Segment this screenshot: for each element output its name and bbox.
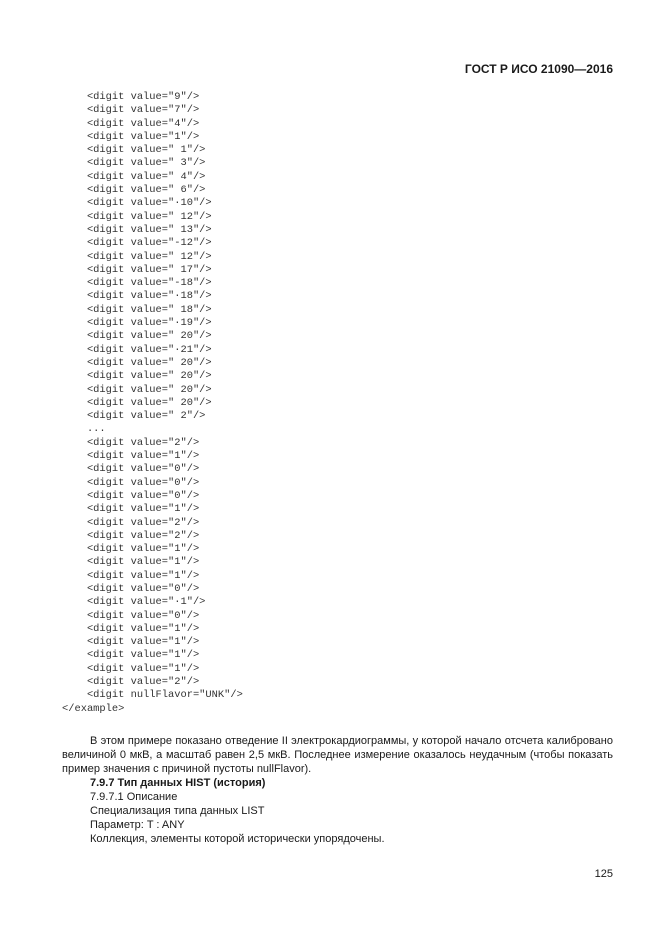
code-line: <digit value="0"/> bbox=[62, 609, 200, 622]
code-line: <digit value="-18"/> bbox=[62, 277, 212, 290]
code-line: <digit value="·10"/> bbox=[62, 197, 212, 210]
code-line: <digit value="·21"/> bbox=[62, 343, 212, 356]
code-line: <digit value=" 20"/> bbox=[62, 356, 212, 369]
code-line: <digit value="1"/> bbox=[62, 556, 200, 569]
parameter-line: Параметр: T : ANY bbox=[90, 819, 185, 831]
code-line: <digit value="0"/> bbox=[62, 463, 200, 476]
code-line: <digit value=" 18"/> bbox=[62, 303, 212, 316]
code-line: <digit value="0"/> bbox=[62, 582, 200, 595]
collection-line: Коллекция, элементы которой исторически упорядочены. bbox=[90, 833, 385, 845]
code-line: <digit value=" 2"/> bbox=[62, 410, 206, 423]
document-header: ГОСТ Р ИСО 21090—2016 bbox=[464, 62, 613, 76]
code-line: <digit value=" 20"/> bbox=[62, 330, 212, 343]
code-line: <digit value="1"/> bbox=[62, 130, 200, 143]
code-line: <digit value=" 6"/> bbox=[62, 184, 206, 197]
code-line: <digit value=" 12"/> bbox=[62, 210, 212, 223]
code-line: <digit nullFlavor="UNK"/> bbox=[62, 689, 243, 702]
code-line: <digit value="1"/> bbox=[62, 636, 200, 649]
specialization-line: Специализация типа данных LIST bbox=[90, 805, 265, 817]
code-line: <digit value=" 20"/> bbox=[62, 396, 212, 409]
code-example bbox=[62, 91, 243, 716]
code-line: <digit value="2"/> bbox=[62, 516, 200, 529]
code-line: <digit value="0"/> bbox=[62, 476, 200, 489]
code-line: <digit value="1"/> bbox=[62, 450, 200, 463]
code-line: <digit value="·19"/> bbox=[62, 317, 212, 330]
code-line: <digit value="1"/> bbox=[62, 662, 200, 675]
code-line: <digit value="·1"/> bbox=[62, 596, 206, 609]
code-line: <digit value=" 4"/> bbox=[62, 170, 206, 183]
code-line: <digit value=" 20"/> bbox=[62, 370, 212, 383]
section-heading: 7.9.7 Тип данных HIST (история) bbox=[90, 777, 266, 789]
code-line: <digit value=" 1"/> bbox=[62, 144, 206, 157]
code-line: <digit value=" 12"/> bbox=[62, 250, 212, 263]
code-line: <digit value="1"/> bbox=[62, 649, 200, 662]
subsection-heading: 7.9.7.1 Описание bbox=[90, 791, 178, 803]
body-text bbox=[62, 734, 613, 846]
code-line: <digit value=" 3"/> bbox=[62, 157, 206, 170]
code-line: <digit value="2"/> bbox=[62, 436, 200, 449]
code-line: <digit value=" 20"/> bbox=[62, 383, 212, 396]
code-line: <digit value="·18"/> bbox=[62, 290, 212, 303]
code-line: <digit value="2"/> bbox=[62, 676, 200, 689]
code-line: <digit value="0"/> bbox=[62, 489, 200, 502]
page-number: 125 bbox=[594, 868, 613, 880]
code-line: <digit value="1"/> bbox=[62, 543, 200, 556]
code-line: <digit value="7"/> bbox=[62, 104, 200, 117]
code-line: <digit value="1"/> bbox=[62, 503, 200, 516]
code-line: <digit value="1"/> bbox=[62, 622, 200, 635]
code-line: <digit value="-12"/> bbox=[62, 237, 212, 250]
code-line: <digit value="9"/> bbox=[62, 91, 200, 103]
code-line: <digit value=" 13"/> bbox=[62, 223, 212, 236]
example-description: В этом примере показано отведение II электрокардиограммы, у которой начало отсчета калибровано величиной 0 мкВ, а масштаб равен 2,5 мкВ. Последнее измерение оказалось неудачным (чтобы показать пример значения с причиной пустоты nullFlavor). bbox=[62, 735, 613, 775]
code-line: </example> bbox=[62, 702, 125, 715]
code-line: <digit value="4"/> bbox=[62, 117, 200, 130]
code-line: ... bbox=[62, 423, 106, 436]
code-line: <digit value="1"/> bbox=[62, 569, 200, 582]
code-line: <digit value="2"/> bbox=[62, 529, 200, 542]
code-line: <digit value=" 17"/> bbox=[62, 263, 212, 276]
